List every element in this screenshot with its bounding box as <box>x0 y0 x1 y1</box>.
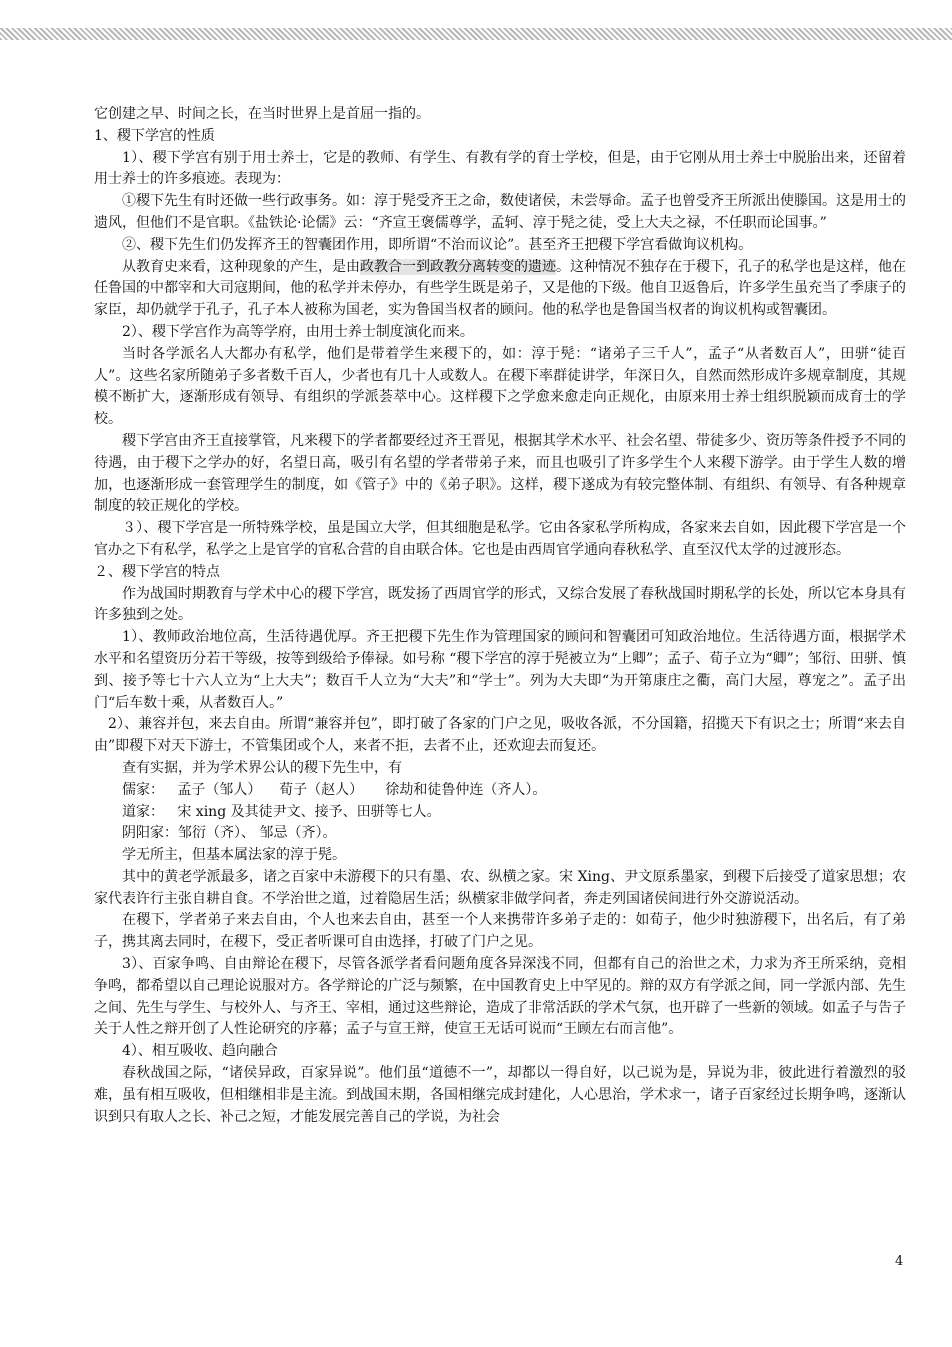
paragraph: 它创建之早、时间之长，在当时世界上是首屈一指的。 <box>94 106 430 122</box>
paragraph: 学无所主，但基本属法家的淳于髡。 <box>122 847 346 864</box>
paragraph: 道家： 宋 xing 及其徒尹文、接予、田骈等七人。 <box>122 803 441 820</box>
paragraph: ②、稷下先生们仍发挥齐王的智囊团作用，即所谓“不治而议论”。甚至齐王把稷下学宫看做询议机构。 <box>122 236 753 253</box>
paragraph: 1）、教师政治地位高，生活待遇优厚。齐王把稷下先生作为管理国家的顾问和智囊团可知政治地位。生活待遇方面，根据学术水平和名望资历分若干等级，按等到级给予俸禄。如号称 “稷下学宫的淳于髡被立为“上卿”；孟子、荀子立为“卿”；邹衍、田骈、慎到、接予等七十六人立为“上大夫”；数百千人立为“大夫”和“学士”。列为大夫即“为开第康庄之衢，高门大屋，尊宠之”。孟子出门“后车数十乘，从者数百人。” <box>94 629 906 711</box>
paragraph: 稷下学宫由齐王直接掌管，凡来稷下的学者都要经过齐王晋见，根据其学术水平、社会名望、带徒多少、资历等条件授予不同的待遇，由于稷下之学办的好，名望日高，吸引有名望的学者带弟子来，而且也吸引了许多学生个人来稷下游学。由于学生人数的增加，也逐渐形成一套管理学生的制度，如《管子》中的《弟子职》。这样，稷下遂成为有较完整体制、有组织、有领导、有各种规章制度的较正规化的学校。 <box>94 432 906 515</box>
top-hatched-border <box>0 28 952 40</box>
paragraph: 阴阳家：邹衍（齐）、 邹忌（齐）。 <box>122 825 337 842</box>
paragraph: 查有实据，并为学术界公认的稷下先生中，有 <box>122 759 402 776</box>
paragraph: 春秋战国之际，“诸侯异政，百家异说”。他们虽“道德不一”，却都以一得自好，以己说为是，异说为非，彼此进行着激烈的驳难，虽有相互吸收，但相继相非是主流。到战国末期，各国相继完成封建化，人心思治，学术求一，诸子百家经过长期争鸣，逐渐认识到只有取人之长、补己之短，才能发展完善自己的学说，为社会 <box>94 1065 906 1125</box>
paragraph: 2）、兼容并包，来去自由。所谓“兼容并包”，即打破了各家的门户之见，吸收各派，不分国籍，招揽天下有识之士；所谓“来去自由”即稷下对天下游士，不管集团或个人，来者不拒，去者不止，还欢迎去而复还。 <box>94 716 906 755</box>
paragraph: ２、稷下学宫的特点 <box>94 563 220 580</box>
paragraph: 当时各学派名人大都办有私学，他们是带着学生来稷下的，如：淳于髡：“诸弟子三千人”，孟子“从者数百人”，田骈“徒百人”。这些名家所随弟子多者数千百人，少者也有几十人或数人。在稷下率群徒讲学，年深日久，自然而然形成许多规章制度，其规模不断扩大，逐渐形成有领导、有组织的学派荟萃中心。这样稷下之学愈来愈走向正规化，由原来用士养士组织脱颖而成育士的学校。 <box>94 345 906 428</box>
paragraph <box>94 257 906 322</box>
paragraph: ①稷下先生有时还做一些行政事务。如：淳于髡受齐王之命，数使诸侯，未尝辱命。孟子也曾受齐王所派出使滕国。这是用士的遗风，但他们不是官职。《盐铁论·论儒》云：“齐宣王褒儒尊学，孟轲、淳于髡之徒，受上大夫之禄，不任职而论国事。” <box>94 193 906 231</box>
paragraph: 其中的黄老学派最多，诸之百家中未游稷下的只有墨、农、纵横之家。宋 Xing、尹文原系墨家，到稷下后接受了道家思想；农家代表许行主张自耕自食。不学治世之道，过着隐居生活；纵横家非做学问者，奔走列国诸侯间进行外交游说活动。 <box>94 868 906 907</box>
paragraph: 2）、稷下学宫作为高等学府，由用士养士制度演化而来。 <box>122 323 474 340</box>
paragraph: 1）、稷下学宫有别于用士养士，它是的教师、有学生、有教有学的育士学校，但是，由于它刚从用士养士中脱胎出来，还留着用士养士的许多痕迹。表现为： <box>94 149 906 188</box>
page-number: 4 <box>895 1254 904 1269</box>
paragraph: 在稷下，学者弟子来去自由，个人也来去自由，甚至一个人来携带许多弟子走的：如荀子，他少时独游稷下，出名后，有了弟子，携其离去同时，在稷下，受正者听课可自由选择，打破了门户之见。 <box>94 912 906 951</box>
paragraph: 4）、相互吸收、趋向融合 <box>122 1043 278 1060</box>
paragraph: 作为战国时期教育与学术中心的稷下学宫，既发扬了西周官学的形式，又综合发展了春秋战国时期私学的长处，所以它本身具有许多独到之处。 <box>94 585 906 624</box>
text-run: 。这种情况不独存在于稷下，孔子的私学也是这样，他在任鲁国的中都宰和大司寇期间，他的私学并未停办，有些学生既是弟子，又是他的下级。他自卫返鲁后，许多学生虽充当了季康子的家臣，却仍就学于孔子，孔子本人被称为国老，实为鲁国当权者的顾问。他的私学也是鲁国当权者的询议机构或智囊团。 <box>94 258 906 319</box>
text-run: 从教育史来看，这种现象的产生，是由 <box>122 258 360 275</box>
paragraph: 1、稷下学宫的性质 <box>94 127 215 144</box>
paragraph: 儒家： 孟子（邹人） 荀子（赵人） 徐劫和徒鲁仲连（齐人）。 <box>122 781 547 798</box>
paragraph: ３）、稷下学宫是一所特殊学校，虽是国立大学，但其细胞是私学。它由各家私学所构成，各家来去自如，因此稷下学宫是一个官办之下有私学，私学之上是官学的官私合营的自由联合体。它也是由西周官学通向春秋私学、直至汉代太学的过渡形态。 <box>94 520 906 558</box>
paragraph: 3）、百家争鸣、自由辩论在稷下，尽管各派学者看问题角度各异深浅不同，但都有自己的治世之术，力求为齐王所采纳，竞相争鸣，都希望以自己理论说服对方。各学辩论的广泛与频繁，在中国教育史上中罕见的。辩的双方有学派之间，同一学派内部、先生之间、先生与学生、与校外人、与齐王、宰相，通过这些辩论，造成了非常活跃的学术气氛，也开辟了一些新的领域。如孟子与告子关于人性之辩开创了人性论研究的序幕；孟子与宣王辩，使宣王无话可说而“王顾左右而言他”。 <box>94 956 906 1038</box>
document-body <box>94 104 906 1128</box>
highlighted-text: 政教合一到政教分离转变的遗迹 <box>360 258 556 275</box>
